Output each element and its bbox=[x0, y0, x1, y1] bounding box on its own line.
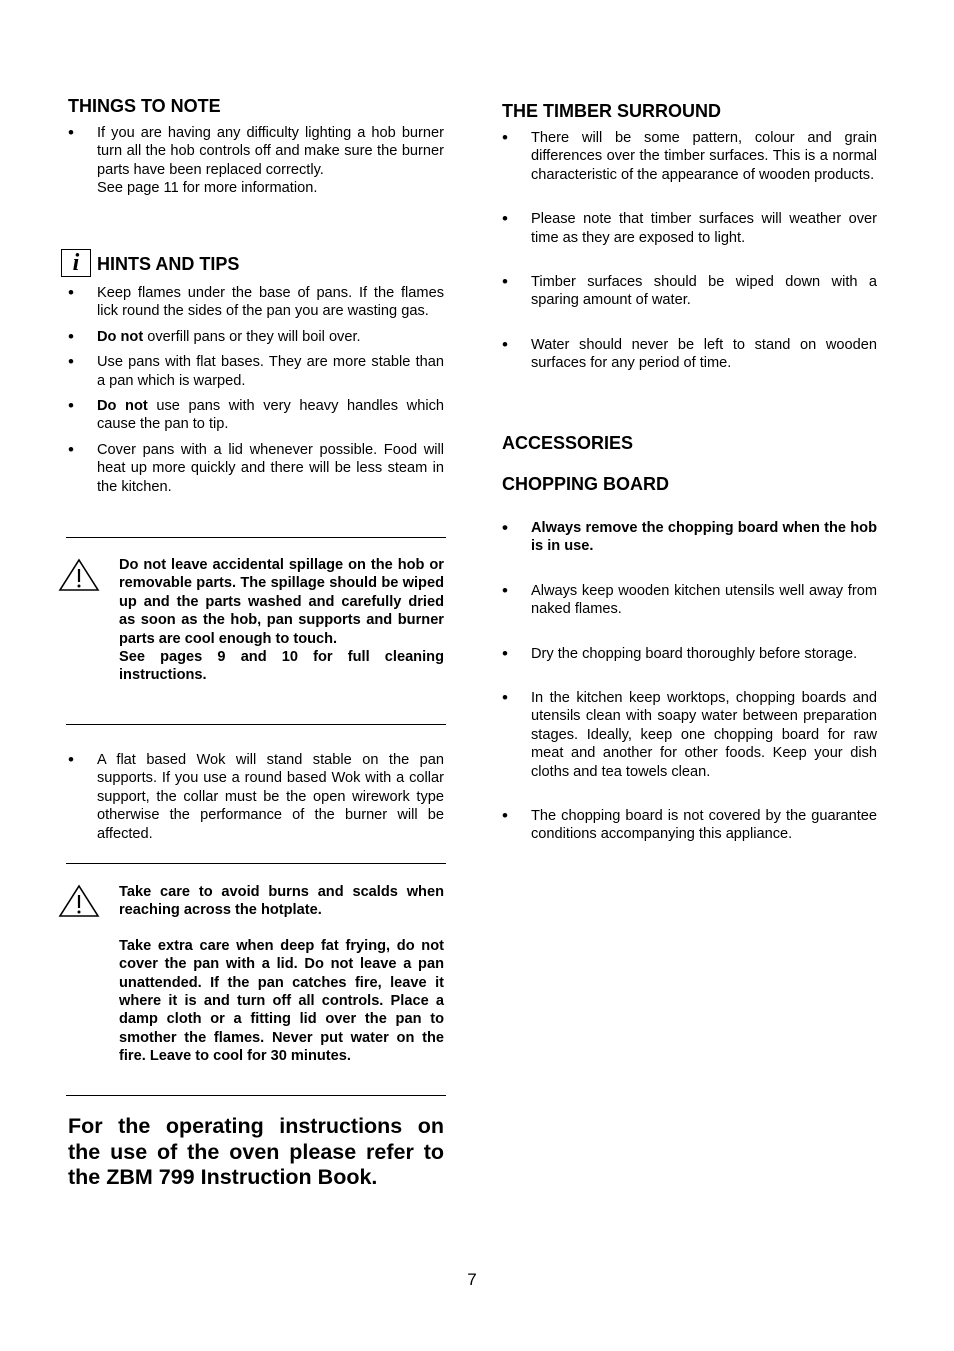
timber-item: • Water should never be left to stand on wooden surfaces for any period of time. bbox=[502, 336, 877, 373]
timber-item: • There will be some pattern, colour and grain differences over the timber surfaces. This is a normal characteristic of the appearance of wooden products. bbox=[502, 129, 877, 184]
chopping-board-item: • In the kitchen keep worktops, chopping boards and utensils clean with soapy water between preparation stages. Ideally, keep one chopping board for raw meat and another for other foods. Keep your dish cloths and tea towels clean. bbox=[502, 689, 877, 781]
info-icon: i bbox=[61, 249, 91, 277]
hint-item: • Do not use pans with very heavy handles which cause the pan to tip. bbox=[68, 397, 444, 434]
wok-note: • A flat based Wok will stand stable on the pan supports. If you use a round based Wok with a collar support, the collar must be the open wirework type otherwise the performance of the burner will be affected. bbox=[68, 751, 444, 843]
hint-item: • Keep flames under the base of pans. If the flames lick round the sides of the pan you are wasting gas. bbox=[68, 284, 444, 321]
chopping-board-item: • Dry the chopping board thoroughly before storage. bbox=[502, 645, 877, 663]
chopping-board-item: • The chopping board is not covered by the guarantee conditions accompanying this appliance. bbox=[502, 807, 877, 844]
timber-item: • Timber surfaces should be wiped down with a sparing amount of water. bbox=[502, 273, 877, 310]
chopping-board-item: • Always remove the chopping board when the hob is in use. bbox=[502, 519, 877, 556]
hint-item: • Cover pans with a lid whenever possible. Food will heat up more quickly and there will be less steam in the kitchen. bbox=[68, 441, 444, 496]
hints-and-tips-heading: HINTS AND TIPS bbox=[97, 254, 240, 274]
spillage-warning: Do not leave accidental spillage on the hob or removable parts. The spillage should be wiped up and the parts washed and carefully dried as soon as the hob, pan supports and burner parts are cool enough to touch. See pages 9 and 10 for full cleaning instructions. bbox=[119, 557, 444, 684]
divider bbox=[66, 863, 446, 864]
burns-warning: Take care to avoid burns and scalds when reaching across the hotplate. Take extra care when deep fat frying, do not cover the pan with a lid. Do not leave a pan unattended. If the pan catches fire, leave it where it is and turn off all controls. Place a damp cloth or a fitting lid over the pan to smother the flames. Never put water on the fire. Leave to cool for 30 minutes. bbox=[119, 884, 444, 1065]
chopping-board-item: • Always keep wooden kitchen utensils well away from naked flames. bbox=[502, 582, 877, 619]
things-to-note-bullet: • If you are having any difficulty lighting a hob burner turn all the hob controls off and make sure the burner parts have been replaced correctly. bbox=[68, 124, 444, 179]
accessories-heading: ACCESSORIES bbox=[502, 433, 634, 453]
things-to-note-heading: THINGS TO NOTE bbox=[68, 96, 221, 116]
hint-item: • Use pans with flat bases. They are more stable than a pan which is warped. bbox=[68, 353, 444, 390]
timber-item: • Please note that timber surfaces will weather over time as they are exposed to light. bbox=[502, 210, 877, 247]
oven-instructions-note: For the operating instructions on the use of the oven please refer to the ZBM 799 Instruction Book. bbox=[68, 1114, 444, 1189]
divider bbox=[66, 724, 446, 725]
divider bbox=[66, 537, 446, 538]
timber-section bbox=[502, 100, 877, 373]
accessories-section bbox=[502, 432, 877, 844]
things-to-note-section bbox=[68, 95, 444, 198]
hint-item: • Do not overfill pans or they will boil over. bbox=[68, 328, 444, 346]
chopping-board-heading: CHOPPING BOARD bbox=[502, 474, 670, 494]
page-number: 7 bbox=[467, 1270, 477, 1289]
hints-list bbox=[68, 284, 444, 496]
things-to-note-reference: See page 11 for more information. bbox=[97, 180, 318, 197]
warning-triangle-icon bbox=[58, 884, 100, 918]
warning-triangle-icon bbox=[58, 558, 100, 592]
divider bbox=[66, 1095, 446, 1096]
timber-heading: THE TIMBER SURROUND bbox=[502, 101, 721, 121]
